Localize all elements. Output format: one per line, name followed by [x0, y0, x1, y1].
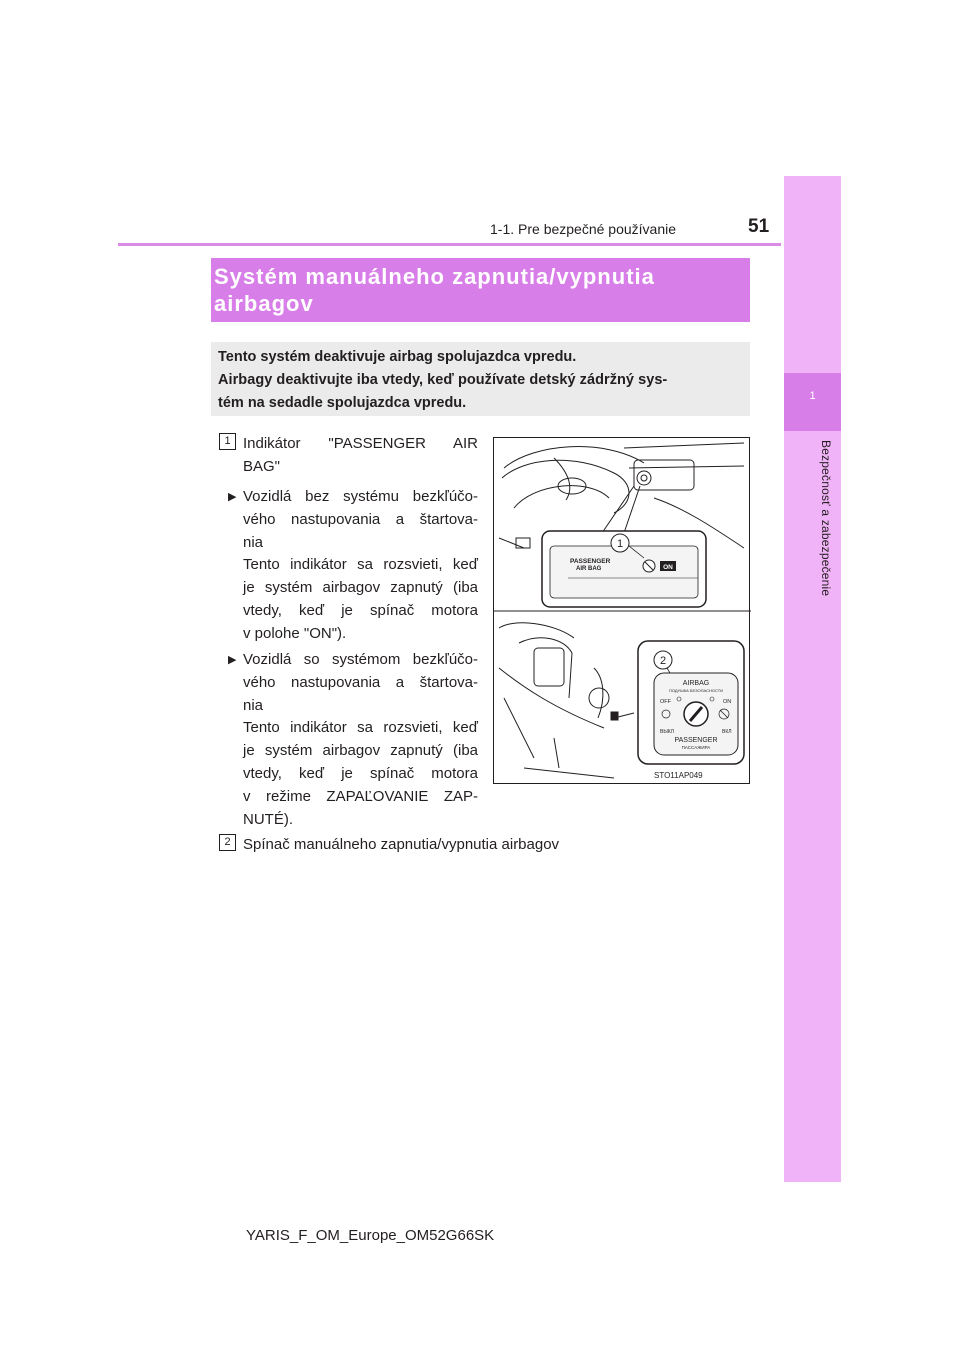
text-line: BAG"	[243, 458, 281, 475]
text-line: v polohe "ON").	[243, 625, 347, 642]
text-line: vtedy, keď je spínač motora	[243, 602, 478, 619]
text-line: je systém airbagov zapnutý (iba	[243, 742, 478, 759]
text-line: Tento indikátor sa rozsvieti, keď	[243, 719, 478, 736]
item-number-1: 1	[219, 433, 236, 450]
chapter-number-box	[784, 373, 841, 431]
intro-line: Airbagy deaktivujte iba vtedy, keď používate detský zádržný sys-	[218, 372, 668, 388]
switch-passenger-label: PASSENGER	[674, 737, 718, 744]
item-number-2: 2	[219, 834, 236, 851]
bullet-triangle-icon: ▶	[228, 491, 237, 503]
item-1-title	[243, 432, 478, 478]
text-line: Vozidlá so systémom bezkľúčo-	[243, 651, 478, 668]
switch-airbag-label: AIRBAG	[682, 680, 710, 687]
indicator-label-passenger: PASSENGER	[570, 558, 611, 565]
chapter-title: Bezpečnosť a zabezpečenie	[819, 440, 833, 597]
sub1-text	[243, 553, 478, 645]
text-line: NUTÉ).	[243, 811, 293, 828]
sub1-heading	[243, 485, 478, 554]
title-line-2: airbagov	[214, 291, 314, 316]
switch-on-label: ON	[723, 699, 732, 705]
text-line: Indikátor "PASSENGER AIR	[243, 435, 478, 452]
intro-box	[211, 342, 750, 416]
indicator-on-label: ON	[663, 564, 673, 571]
chapter-number: 1	[809, 390, 816, 402]
figure-id: STO11AP049	[654, 771, 703, 780]
title-banner	[211, 258, 750, 322]
illustration-drawing	[494, 438, 751, 785]
switch-airbag-ru-label: ПОДУШКА БЕЗОПАСНОСТИ	[668, 688, 724, 693]
indicator-label-airbag: AIR BAG	[576, 566, 602, 572]
title-line-1: Systém manuálneho zapnutia/vypnutia	[214, 264, 655, 289]
callout-1: 1	[616, 538, 624, 550]
callout-2: 2	[659, 655, 667, 667]
chapter-side-tab	[784, 176, 841, 1182]
header-rule	[118, 243, 781, 246]
text-line: vého nastupovania a štartova-	[243, 674, 478, 691]
sub2-heading	[243, 648, 478, 717]
text-line: nia	[243, 697, 264, 714]
switch-passenger-ru-label: ПАССАЖИРА	[681, 745, 711, 750]
bullet-triangle-icon: ▶	[228, 654, 237, 666]
intro-line: tém na sedadle spolujazdca vpredu.	[218, 395, 467, 411]
text-line: Tento indikátor sa rozsvieti, keď	[243, 556, 478, 573]
section-header: 1-1. Pre bezpečné používanie	[490, 221, 677, 237]
switch-on-ru-label: ВКЛ	[722, 729, 732, 735]
text-line: je systém airbagov zapnutý (iba	[243, 579, 478, 596]
text-line: nia	[243, 534, 264, 551]
switch-off-ru-label: ВЫКЛ	[660, 729, 674, 735]
page-number: 51	[748, 216, 770, 237]
text-line: vtedy, keď je spínač motora	[243, 765, 478, 782]
item-2-text: Spínač manuálneho zapnutia/vypnutia airbagov	[243, 836, 560, 853]
intro-line: Tento systém deaktivuje airbag spolujazdca vpredu.	[218, 349, 577, 365]
text-line: Vozidlá bez systému bezkľúčo-	[243, 488, 478, 505]
airbag-illustration	[493, 437, 750, 784]
text-line: vého nastupovania a štartova-	[243, 511, 478, 528]
document-id: YARIS_F_OM_Europe_OM52G66SK	[246, 1227, 495, 1244]
text-line: v režime ZAPAĽOVANIE ZAP-	[243, 788, 478, 805]
switch-off-label: OFF	[660, 699, 671, 705]
sub2-text	[243, 716, 478, 831]
